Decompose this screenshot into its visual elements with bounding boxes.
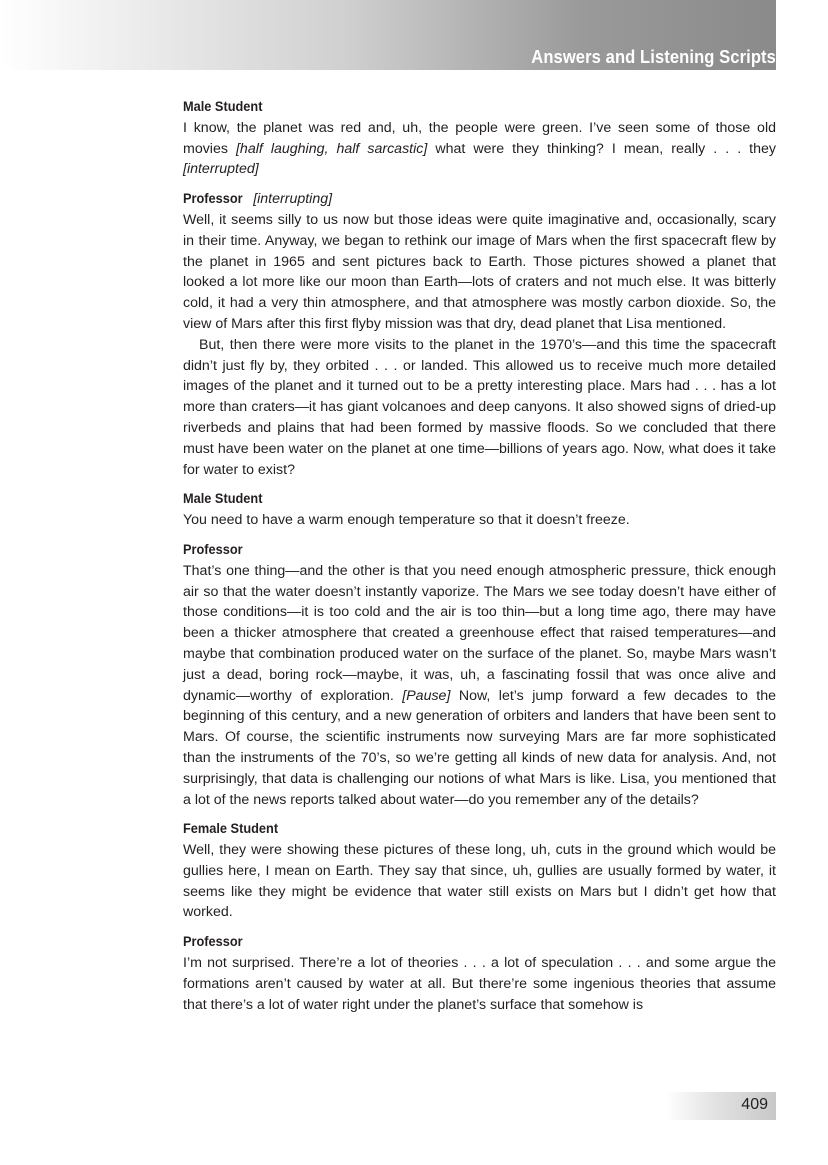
dialogue-paragraph	[183, 510, 776, 531]
dialogue-paragraph	[183, 561, 776, 811]
speaker-name: Professor	[183, 541, 243, 558]
speaker-row	[183, 932, 776, 953]
stage-direction: [Pause]	[402, 687, 451, 704]
stage-direction: [half laughing, half sarcastic]	[235, 140, 428, 157]
stage-direction: [interrupting]	[253, 191, 333, 208]
speaker-name: Female Student	[183, 821, 279, 838]
dialogue-block	[183, 489, 776, 531]
dialogue-text: what were they thinking? I mean, really . . . they	[427, 140, 776, 157]
speaker-name: Male Student	[183, 491, 263, 508]
page-title: Answers and Listening Scripts	[531, 47, 776, 67]
page-number: 409	[741, 1096, 768, 1113]
dialogue-text: Well, it seems silly to us now but those ideas were quite imaginative and, occasionally, scary in their time. Anyway, we began to rethink our image of Mars when the first spacecraft flew by the planet in 1965 and sent pictures back to Earth. Those pictures showed a planet that looked a lot more like our moon than Earth—lots of craters and not much else. It was bitterly cold, it had a very thin atmosphere, and that atmosphere was mostly carbon dioxide. So, the view of Mars after this first flyby mission was that dry, dead planet that Lisa mentioned.	[183, 211, 776, 332]
page-number-box	[666, 1092, 776, 1120]
dialogue-block	[183, 819, 776, 923]
speaker-name: Professor	[183, 934, 243, 951]
header-bar	[0, 0, 776, 70]
speaker-row	[183, 819, 776, 840]
dialogue-text: But, then there were more visits to the planet in the 1970’s—and this time the spacecraft didn’t just fly by, they orbited . . . or landed. This allowed us to receive much more detailed images of the planet and it turned out to be a pretty interesting place. Mars had . . . has a lot more than craters—it has giant volcanoes and deep canyons. It also showed signs of dried-up riverbeds and plains that had been formed by massive floods. So we concluded that there must have been water on the planet at one time—billions of years ago. Now, what does it take for water to exist?	[183, 336, 776, 478]
dialogue-block	[183, 540, 776, 810]
speaker-row	[183, 189, 776, 210]
speaker-row	[183, 540, 776, 561]
dialogue-paragraph	[183, 210, 776, 335]
dialogue-paragraph	[183, 840, 776, 923]
dialogue-block	[183, 932, 776, 1015]
transcript-body	[183, 97, 776, 1024]
speaker-row	[183, 97, 776, 118]
dialogue-text: Well, they were showing these pictures of these long, uh, cuts in the ground which would be gullies here, I mean on Earth. They say that since, uh, gullies are usually formed by water, it seems like they might be evidence that water still exists on Mars but I didn’t get how that worked.	[183, 842, 776, 921]
dialogue-block	[183, 97, 776, 180]
dialogue-text: I know, the planet was red and, uh, the people were green. I’ve seen some of those old movies	[183, 119, 776, 157]
speaker-row	[183, 489, 776, 510]
dialogue-text: I’m not surprised. There’re a lot of theories . . . a lot of speculation . . . and some argue the formations aren’t caused by water at all. But there’re some ingenious theories that assume that there’s a lot of water right under the planet’s surface that somehow is	[183, 955, 776, 1013]
dialogue-paragraph	[183, 335, 776, 481]
stage-direction: [interrupted]	[183, 161, 259, 178]
dialogue-paragraph	[183, 953, 776, 1015]
dialogue-text: That’s one thing—and the other is that you need enough atmospheric pressure, thick enough air so that the water doesn’t instantly vaporize. The Mars we see today doesn’t have either of those conditions—it is too cold and the air is too thin—but a long time ago, there may have been a thicker atmosphere that created a greenhouse effect that raised temperatures—and maybe that combination produced water on the surface of the planet. So, maybe Mars wasn’t just a dead, boring rock—maybe, it was, uh, a fascinating fossil that was once alive and dynamic—worthy of exploration.	[183, 562, 776, 704]
dialogue-text: You need to have a warm enough temperature so that it doesn’t freeze.	[183, 512, 630, 529]
dialogue-text: Now, let’s jump forward a few decades to the beginning of this century, and a new generation of orbiters and landers that have been sent to Mars. Of course, the scientific instruments now surveying Mars are far more sophisticated than the instruments of the 70’s, so we’re getting all kinds of new data for analysis. And, not surprisingly, that data is challenging our notions of what Mars is like. Lisa, you mentioned that a lot of the news reports talked about water—do you remember any of the details?	[183, 687, 776, 808]
speaker-name: Professor	[183, 191, 243, 208]
speaker-name: Male Student	[183, 99, 263, 115]
dialogue-paragraph	[183, 118, 776, 180]
dialogue-block	[183, 189, 776, 480]
